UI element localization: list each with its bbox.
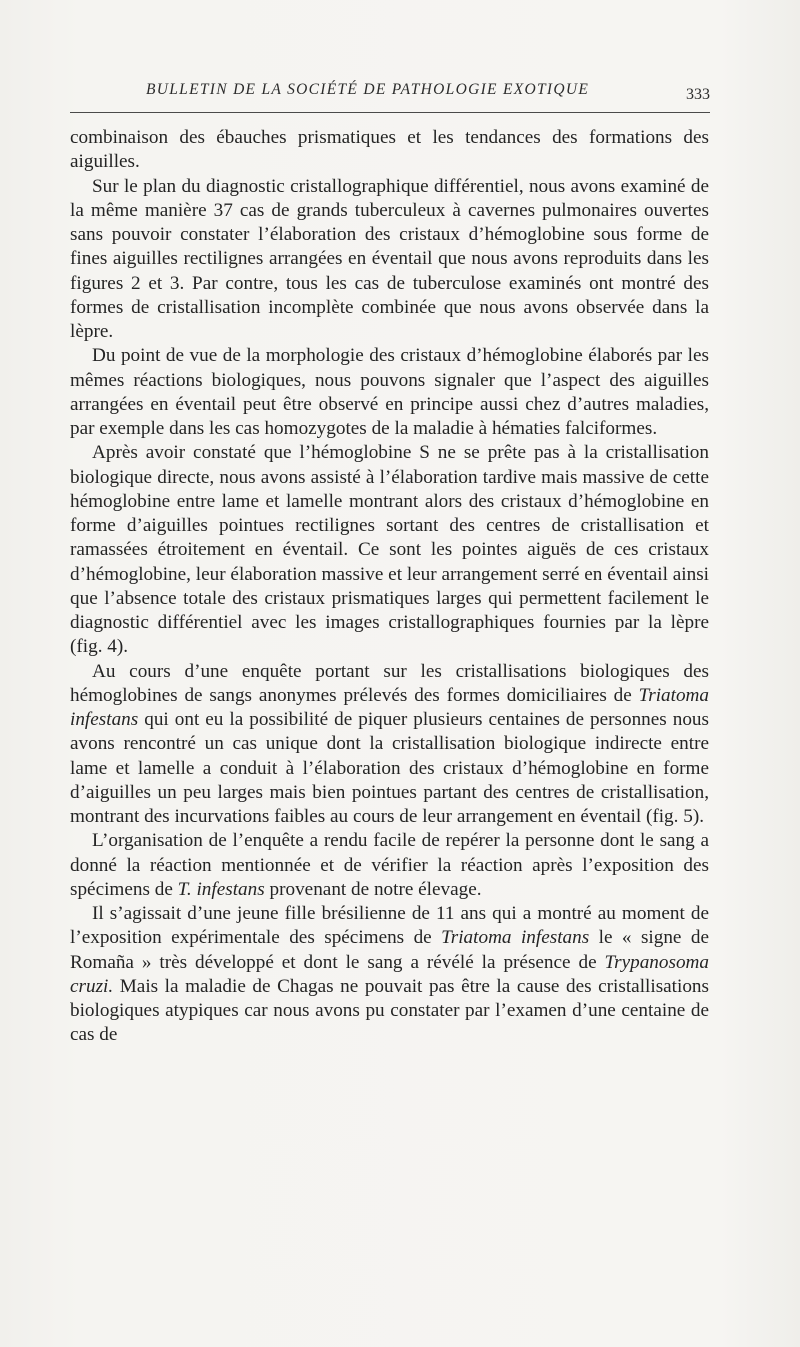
species-name: T. infestans xyxy=(177,878,265,900)
page-number: 333 xyxy=(686,86,710,103)
paragraph-hemoglobin-s xyxy=(70,441,709,659)
parasite-name: Trypanosoma cruzi. xyxy=(70,951,709,997)
paragraph-text: Du point de vue de la morphologie des cristaux d’hémoglobine élaborés par les mêmes réactions biologiques, nous pouvons signaler que l’aspect des aiguilles arrangées en éventail peut être observé en principe aussi chez d’autres maladies, par exemple dans les cas homozygotes de la maladie à hématies falciformes. xyxy=(70,345,709,439)
paragraph-continuation xyxy=(70,126,709,175)
paragraph-text: L’organisation de l’enquête a rendu facile de repérer la personne dont le sang a donné la réaction mentionnée et de vérifier la réaction après l’exposition des spécimens de xyxy=(70,830,709,900)
paragraph-text: combinaison des ébauches prismatiques et les tendances des formations des aiguilles. xyxy=(70,127,709,173)
journal-title: BULLETIN DE LA SOCIÉTÉ DE PATHOLOGIE EXOTIQUE xyxy=(146,81,590,98)
paragraph-text: le « signe de Romaña » très développé et dont le sang a révélé la présence de xyxy=(70,927,709,973)
paragraph-text: Mais la maladie de Chagas ne pouvait pas être la cause des cristallisations biologiques atypiques car nous avons pu constater par l’examen d’une centaine de cas de xyxy=(70,975,709,1046)
paragraph-text: qui ont eu la possibilité de piquer plusieurs centaines de personnes nous avons rencontré un cas unique dont la cristallisation biologique indirecte entre lame et lamelle a conduit à l’élaboration des cristaux d’hémoglobine en forme d’aiguilles un peu larges mais bien pointues partant des centres de cristallisation, montrant des incurvations faibles au cours de leur arrangement en éventail (fig. 5). xyxy=(70,709,709,827)
paragraph-enquiry xyxy=(70,660,709,830)
paragraph-text: provenant de notre élevage. xyxy=(264,878,482,900)
article-body xyxy=(70,126,709,1048)
running-header xyxy=(70,78,710,113)
paragraph-text: Il s’agissait d’une jeune fille brésilienne de 11 ans qui a montré au moment de l’exposition expérimentale des spécimens de xyxy=(70,903,709,949)
paragraph-organisation xyxy=(70,829,709,902)
species-name: Triatoma infestans xyxy=(441,927,590,949)
paragraph-differential-diagnosis xyxy=(70,175,709,345)
paragraph-case xyxy=(70,902,709,1048)
species-name: Triatoma infestans xyxy=(70,684,709,730)
paragraph-text: Après avoir constaté que l’hémoglobine S ne se prête pas à la cristallisation biologique directe, nous avons assisté à l’élaboration tardive mais massive de cette hémoglobine entre lame et lamelle montrant alors des cristaux d’hémoglobine en forme d’aiguilles pointues rectilignes sortant des centres de cristallisation et ramassées étroitement en éventail. Ce sont les pointes aiguës de ces cristaux d’hémoglobine, leur élaboration massive et leur arrangement serré en éventail ainsi que l’absence totale des cristaux prismatiques larges qui permettent facilement le diagnostic différentiel avec les images cristallographiques fournies par la lèpre (fig. 4). xyxy=(70,442,709,658)
paragraph-text: Sur le plan du diagnostic cristallographique différentiel, nous avons examiné de la même manière 37 cas de grands tuberculeux à cavernes pulmonaires ouvertes sans pouvoir constater l’élaboration des cristaux d’hémoglobine sous forme de fines aiguilles rectilignes arrangées en éventail que nous avons reproduits dans les figures 2 et 3. Par contre, tous les cas de tuberculose examinés ont montré des formes de cristallisation incomplète combinée que nous avons observée dans la lèpre. xyxy=(70,175,709,342)
paragraph-text: Au cours d’une enquête portant sur les cristallisations biologiques des hémoglobines de sangs anonymes prélevés des formes domiciliaires de xyxy=(70,660,709,706)
paragraph-morphology xyxy=(70,344,709,441)
